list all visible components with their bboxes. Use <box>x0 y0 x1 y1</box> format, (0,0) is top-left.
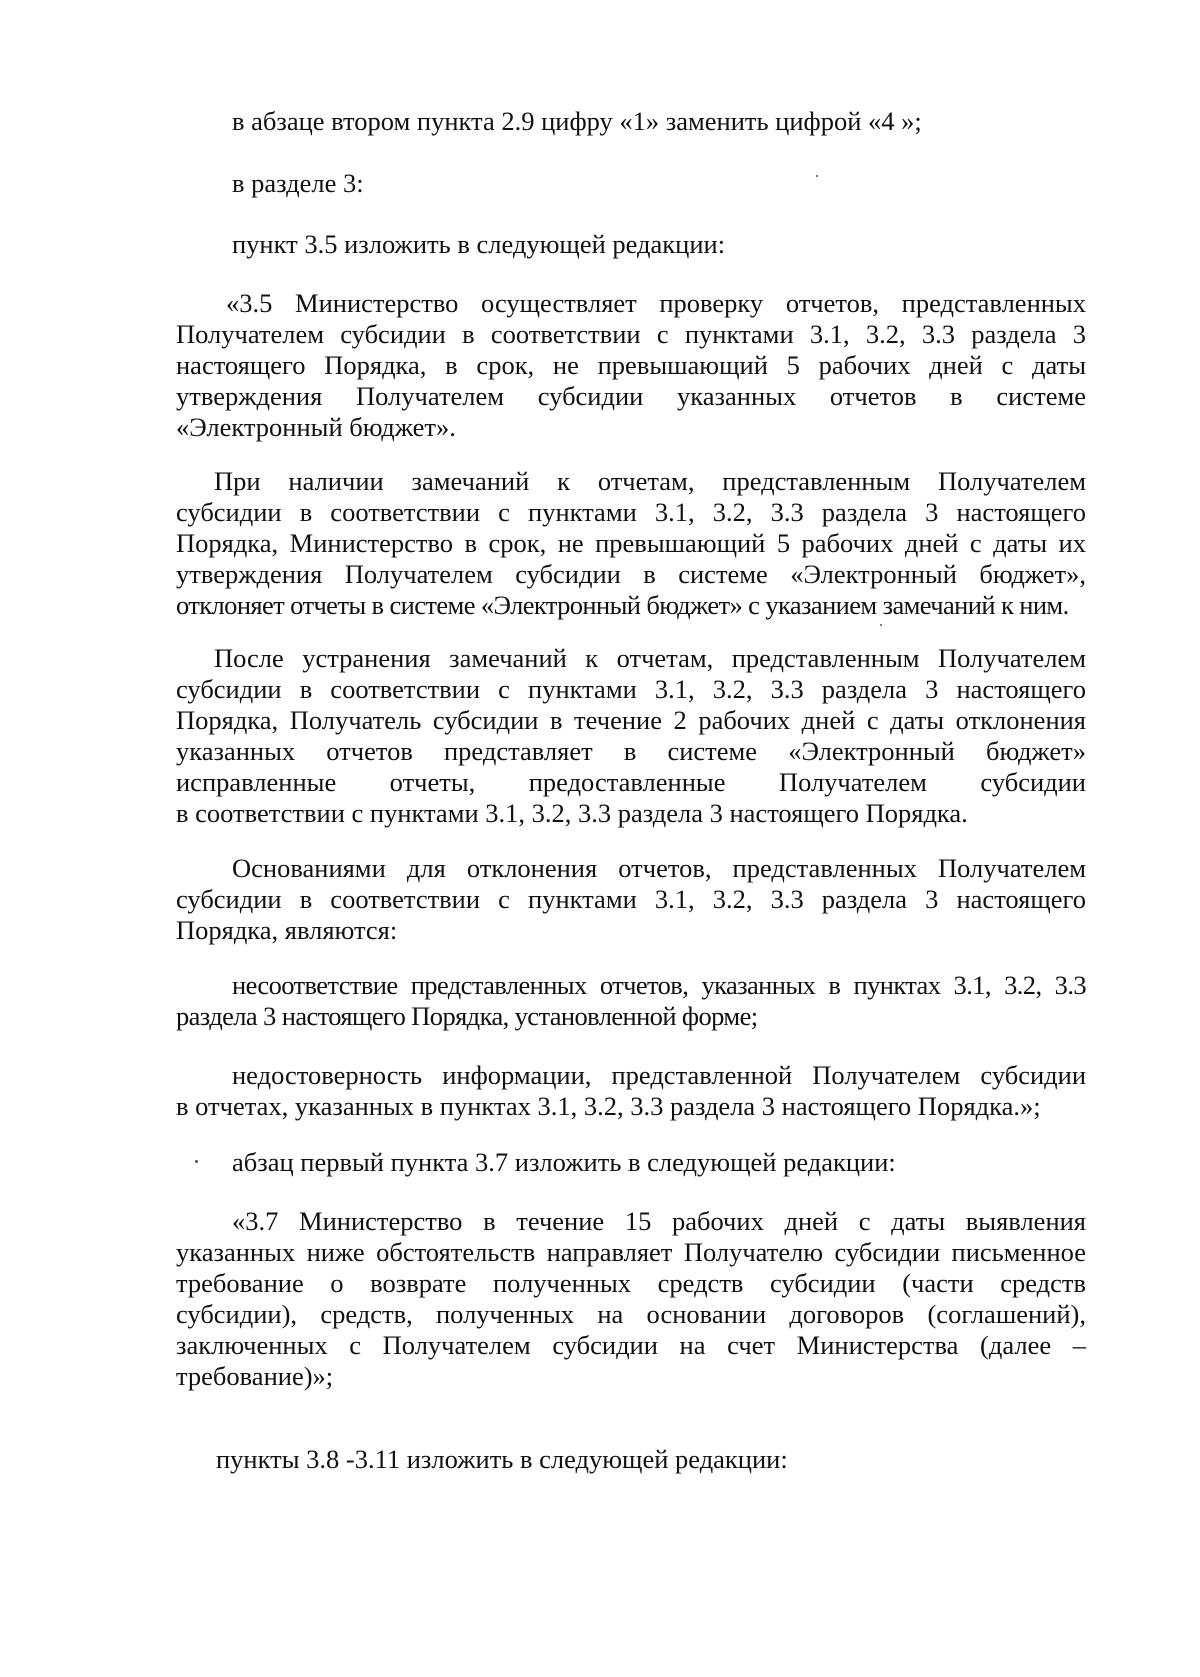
text-line: субсидии в соответствии с пунктами 3.1, 3.2, 3.3 раздела 3 настоящего <box>176 884 1086 914</box>
text-line: При наличии замечаний к отчетам, представленным Получателем <box>214 466 1086 496</box>
paragraph-3-7-text <box>176 1206 1086 1392</box>
scan-speck <box>816 175 818 177</box>
paragraph-unreliability <box>176 1060 1086 1122</box>
text-line: «3.5 Министерство осуществляет проверку отчетов, представленных <box>226 288 1086 318</box>
text-line: требование о возврате полученных средств субсидии (части средств <box>176 1268 1086 1298</box>
paragraph-section-3: в разделе 3: <box>232 168 364 198</box>
text-line: недостоверность информации, представленной Получателем субсидии <box>232 1060 1086 1090</box>
paragraph-2-9-amendment: в абзаце втором пункта 2.9 цифру «1» заменить цифрой «4 »; <box>232 106 922 136</box>
paragraph-remarks <box>176 466 1086 621</box>
text-line: субсидии), средств, полученных на основании договоров (соглашений), <box>176 1299 1086 1329</box>
paragraph-3-7-intro: абзац первый пункта 3.7 изложить в следующей редакции: <box>232 1147 896 1177</box>
text-line: «Электронный бюджет». <box>176 412 456 442</box>
text-line: требование)»; <box>176 1361 334 1391</box>
text-line: несоответствие представленных отчетов, указанных в пунктах 3.1, 3.2, 3.3 <box>232 970 1086 1000</box>
text-line: исправленные отчеты, предоставленные Получателем субсидии <box>176 767 1086 797</box>
text-line: утверждения Получателем субсидии указанных отчетов в системе <box>176 381 1086 411</box>
paragraph-3-5-text <box>176 288 1086 443</box>
text-line: заключенных с Получателем субсидии на счет Министерства (далее – <box>176 1330 1086 1360</box>
text-line: утверждения Получателем субсидии в системе «Электронный бюджет», <box>176 559 1086 589</box>
paragraph-nonconformity <box>176 970 1086 1032</box>
text-line: Получателем субсидии в соответствии с пунктами 3.1, 3.2, 3.3 раздела 3 <box>176 319 1086 349</box>
text-line: настоящего Порядка, в срок, не превышающий 5 рабочих дней с даты <box>176 350 1086 380</box>
scan-speck <box>880 624 882 626</box>
text-line: субсидии в соответствии с пунктами 3.1, 3.2, 3.3 раздела 3 настоящего <box>176 497 1086 527</box>
text-line: Порядка, Получатель субсидии в течение 2 рабочих дней с даты отклонения <box>176 705 1086 735</box>
text-line: субсидии в соответствии с пунктами 3.1, 3.2, 3.3 раздела 3 настоящего <box>176 674 1086 704</box>
text-line: указанных отчетов представляет в системе «Электронный бюджет» <box>176 736 1086 766</box>
scan-speck <box>195 1160 198 1163</box>
paragraph-grounds <box>176 853 1086 946</box>
text-line: отклоняет отчеты в системе «Электронный бюджет» с указанием замечаний к ним. <box>176 590 1069 620</box>
text-line: Порядка, Министерство в срок, не превышающий 5 рабочих дней с даты их <box>176 528 1086 558</box>
text-line: в соответствии с пунктами 3.1, 3.2, 3.3 раздела 3 настоящего Порядка. <box>176 798 968 828</box>
text-line: раздела 3 настоящего Порядка, установленной форме; <box>176 1001 758 1031</box>
text-line: «3.7 Министерство в течение 15 рабочих дней с даты выявления <box>232 1206 1086 1236</box>
paragraph-3-8-intro: пункты 3.8 -3.11 изложить в следующей редакции: <box>216 1444 788 1474</box>
text-line: указанных ниже обстоятельств направляет Получателю субсидии письменное <box>176 1237 1086 1267</box>
text-line: После устранения замечаний к отчетам, представленным Получателем <box>214 643 1086 673</box>
text-line: Основаниями для отклонения отчетов, представленных Получателем <box>232 853 1086 883</box>
paragraph-after-correction <box>176 643 1086 829</box>
text-line: Порядка, являются: <box>176 915 398 945</box>
text-line: в отчетах, указанных в пунктах 3.1, 3.2, 3.3 раздела 3 настоящего Порядка.»; <box>176 1091 1041 1121</box>
paragraph-3-5-intro: пункт 3.5 изложить в следующей редакции: <box>232 229 726 259</box>
